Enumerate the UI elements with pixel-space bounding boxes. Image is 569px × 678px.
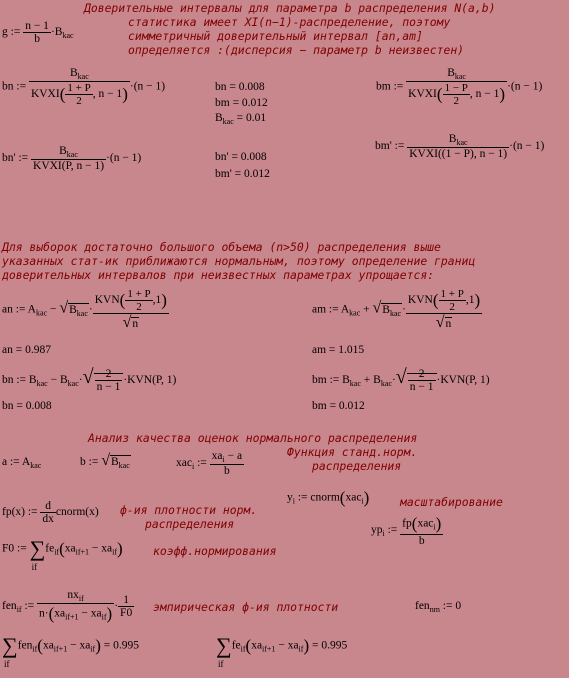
a-definition: a := $A_{kac}$ [2, 456, 42, 470]
func-title-1: Функция станд.норм. [287, 445, 418, 459]
fp-desc-2: распределения [145, 517, 235, 531]
bn-prime-value: bn' = 0.008 [215, 151, 267, 163]
sum-fe-result: ∑ if $fe_{if}(xa_{if+1} - xa_{if}) = 0.995$ [216, 633, 348, 669]
desc-line-3: определяется :(дисперсия − параметр b неизвестен) [128, 43, 465, 57]
bn-formula: bn := $B_{kac}$ KVXI( $\frac{1 + P}{2}$ , n − 1) ·(n − 1) [2, 67, 166, 107]
yi-definition: $y_i$ := cnorm(xac$_i$) [287, 488, 370, 507]
section3-title: Анализ качества оценок нормального распределения [88, 431, 418, 445]
an-formula: an := $A_{kac} - √B_{kac}\cdot$ KVN( $\frac{1 + P}{2}$ ,1) √n [2, 288, 167, 331]
xac-definition: xac$_i$ := $\frac{xa_i - a}{b}$ [176, 450, 243, 477]
fp-desc-1: ф-ия плотности норм. [120, 503, 258, 517]
bm-formula: bm := $B_{kac}$ KVXI( $\frac{1 - P}{2}$ , n − 1) ·(n − 1) [376, 67, 543, 107]
doc-title: Доверительные интервалы для параметра b распределения N(a,b) [84, 1, 496, 15]
scale-title: масштабирование [400, 495, 503, 509]
an-value: an = 0.987 [2, 344, 51, 356]
bn-prime-formula: bn' := $\frac{B_{kac}}{\text{KVXI(P, n − 1)}}$ ·(n − 1) [2, 145, 142, 172]
bm-value: bm = 0.012 [215, 97, 268, 109]
b-definition: b := $√B_{kac}$ [80, 452, 130, 470]
bm2-value: bm = 0.012 [312, 400, 365, 412]
bn2-value: bn = 0.008 [2, 400, 52, 412]
fen-definition: fen$_{if}$ := $\frac{nx_{if}}{n\cdot(xa_{if+1} - xa_{if})}$ · $\frac{1}{F0}$ [2, 589, 133, 623]
func-title-2: распределения [312, 459, 402, 473]
bm-prime-formula: bm' := $\frac{B_{kac}}{\text{KVXI((1 − P), n − 1)}}$ ·(n − 1) [375, 133, 545, 160]
fp-definition: fp(x) := $\frac{d}{dx}$ cnorm(x) [2, 500, 99, 525]
bn-value: bn = 0.008 [215, 81, 265, 93]
F0-definition: F0 := ∑ if $fe_{if}(xa_{if+1} - xa_{if})$ [2, 536, 123, 572]
bn2-formula: bn := $B_{kac} - B_{kac}\cdot√$ $\frac{2}{n - 1}$ ·KVN(P, 1) [2, 366, 177, 393]
para2-line-2: указанных стат-ик приближаются нормальным, поэтому определение границ [2, 254, 476, 268]
bkac-value: $B_{kac} = 0.01$ [215, 112, 267, 126]
fen-nm-definition: fen$_{nm}$ := 0 [415, 600, 462, 614]
desc-line-1: статистика имеет XI(n−1)-распределение, поэтому [128, 15, 451, 29]
sum-fen-result: ∑ if $fen_{if}(xa_{if+1} - xa_{if}) = 0.995$ [2, 633, 139, 669]
am-value: am = 1.015 [312, 344, 365, 356]
para2-line-1: Для выборок достаточно большого объема (n>50) распределения выше [2, 240, 441, 254]
am-formula: am := $A_{kac} + √B_{kac}\cdot$ KVN( $\frac{1 + P}{2}$ ,1) √n [312, 288, 481, 331]
desc-line-2: симметричный доверительный интервал [an,am] [128, 29, 423, 43]
bm2-formula: bm := $B_{kac} + B_{kac}\cdot√$ $\frac{2}{n - 1}$ ·KVN(P, 1) [312, 366, 490, 393]
para2-line-3: доверительных интервалов при неизвестных параметрах упрощается: [2, 268, 435, 282]
yp-definition: $yp_i$ := $\frac{fp(xac_i)}{b}$ [371, 514, 442, 547]
fen-desc: эмпирическая ф-ия плотности [153, 600, 339, 614]
g-definition: g := $\frac{n - 1}{b}$ $\cdot B_{kac}$ [2, 20, 74, 45]
bm-prime-value: bm' = 0.012 [215, 168, 270, 180]
F0-desc: коэфф.нормирования [153, 544, 277, 558]
